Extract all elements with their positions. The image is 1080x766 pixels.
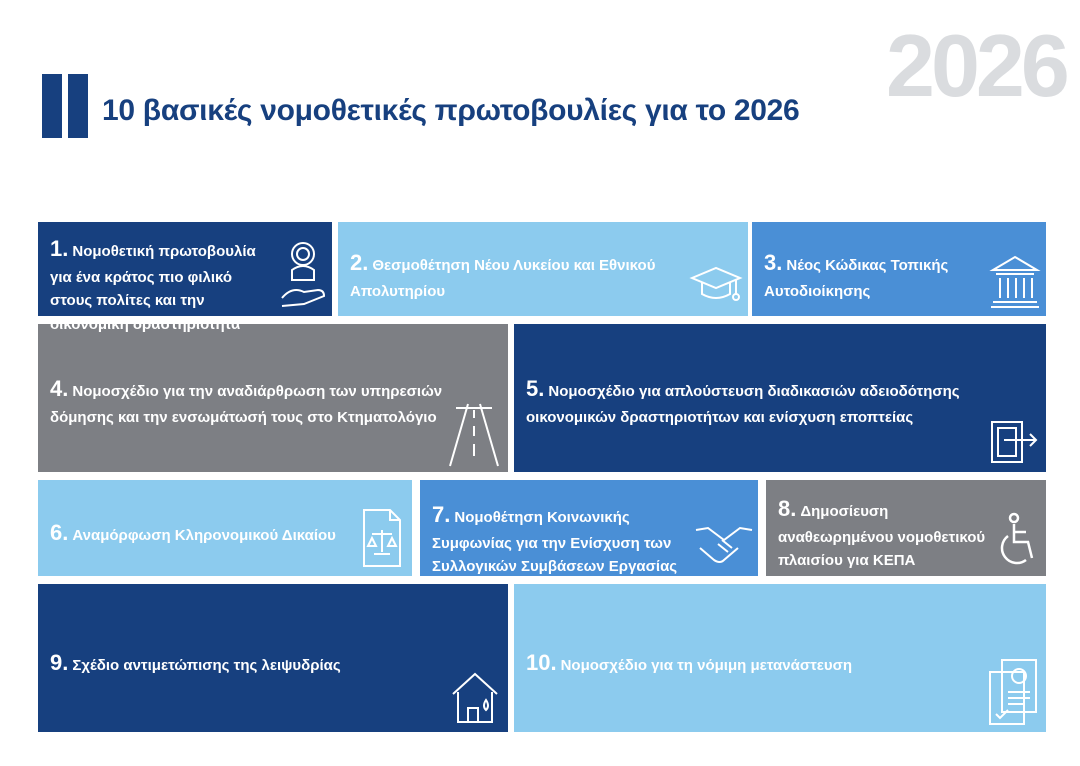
passport-icon [988,658,1038,726]
initiative-number: 3. [764,250,783,275]
title-accent-bars [42,74,88,138]
year-logo-middle: 2 [975,16,1021,115]
initiative-tile-2 [338,222,748,316]
initiative-text: Νομοθέτηση Κοινωνικής Συμφωνίας για την Ενίσχυση των Συλλογικών Συμβάσεων Εργασίας [432,509,678,576]
wheelchair-icon [996,512,1038,570]
initiative-number: 9. [50,650,69,675]
initiative-number: 1. [50,236,69,261]
initiative-text: Νέος Κώδικας Τοπικής Αυτοδιοίκησης [764,257,949,301]
initiative-tile-3 [752,222,1046,316]
initiative-text: Νομοθετική πρωτοβουλία για ένα κράτος πιο φιλικό στους πολίτες και την οικονομική δραστηριότητα [50,243,256,333]
year-logo-start: 20 [886,16,976,115]
year-logo [886,16,1066,115]
handshake-icon [694,522,754,566]
graduation-cap-icon [690,264,742,308]
house-water-icon [450,670,500,724]
initiative-text: Σχέδιο αντιμετώπισης της λειψυδρίας [72,657,341,674]
initiative-text: Θεσμοθέτηση Νέου Λυκείου και Εθνικού Απολυτηρίου [350,257,656,301]
initiative-tile-6 [38,480,412,576]
initiative-number: 7. [432,502,451,527]
initiative-number: 4. [50,376,69,401]
initiative-number: 6. [50,520,69,545]
initiative-tile-9 [38,584,508,732]
initiative-text: Νομοσχέδιο για τη νόμιμη μετανάστευση [560,657,853,674]
initiative-tile-7 [420,480,758,576]
initiative-tile-1 [38,222,332,333]
initiative-tile-5 [514,324,1046,472]
page-title: 10 βασικές νομοθετικές πρωτοβουλίες για το 2026 [102,94,800,127]
initiative-tile-10 [514,584,1046,732]
initiative-tile-4 [38,324,508,472]
initiative-number: 2. [350,250,369,275]
initiative-number: 8. [778,496,797,521]
people-hand-icon [278,240,328,312]
initiative-number: 5. [526,376,545,401]
initiative-text: Νομοσχέδιο για απλούστευση διαδικασιών αδειοδότησης οικονομικών δραστηριοτήτων και ενίσχυση εποπτείας [526,383,960,427]
initiative-number: 10. [526,650,557,675]
initiative-text: Νομοσχέδιο για την αναδιάρθρωση των υπηρεσιών δόμησης και την ενσωμάτωσή τους στο Κτηματολόγιο [50,383,443,427]
initiative-tile-8 [766,480,1046,576]
legal-document-icon [362,508,402,568]
year-logo-end: 6 [1020,16,1066,115]
initiative-text: Αναμόρφωση Κληρονομικού Δικαίου [72,527,336,544]
initiative-text: Δημοσίευση αναθεωρημένου νομοθετικού πλαισίου για ΚΕΠΑ [778,503,986,570]
town-hall-icon [990,254,1040,310]
